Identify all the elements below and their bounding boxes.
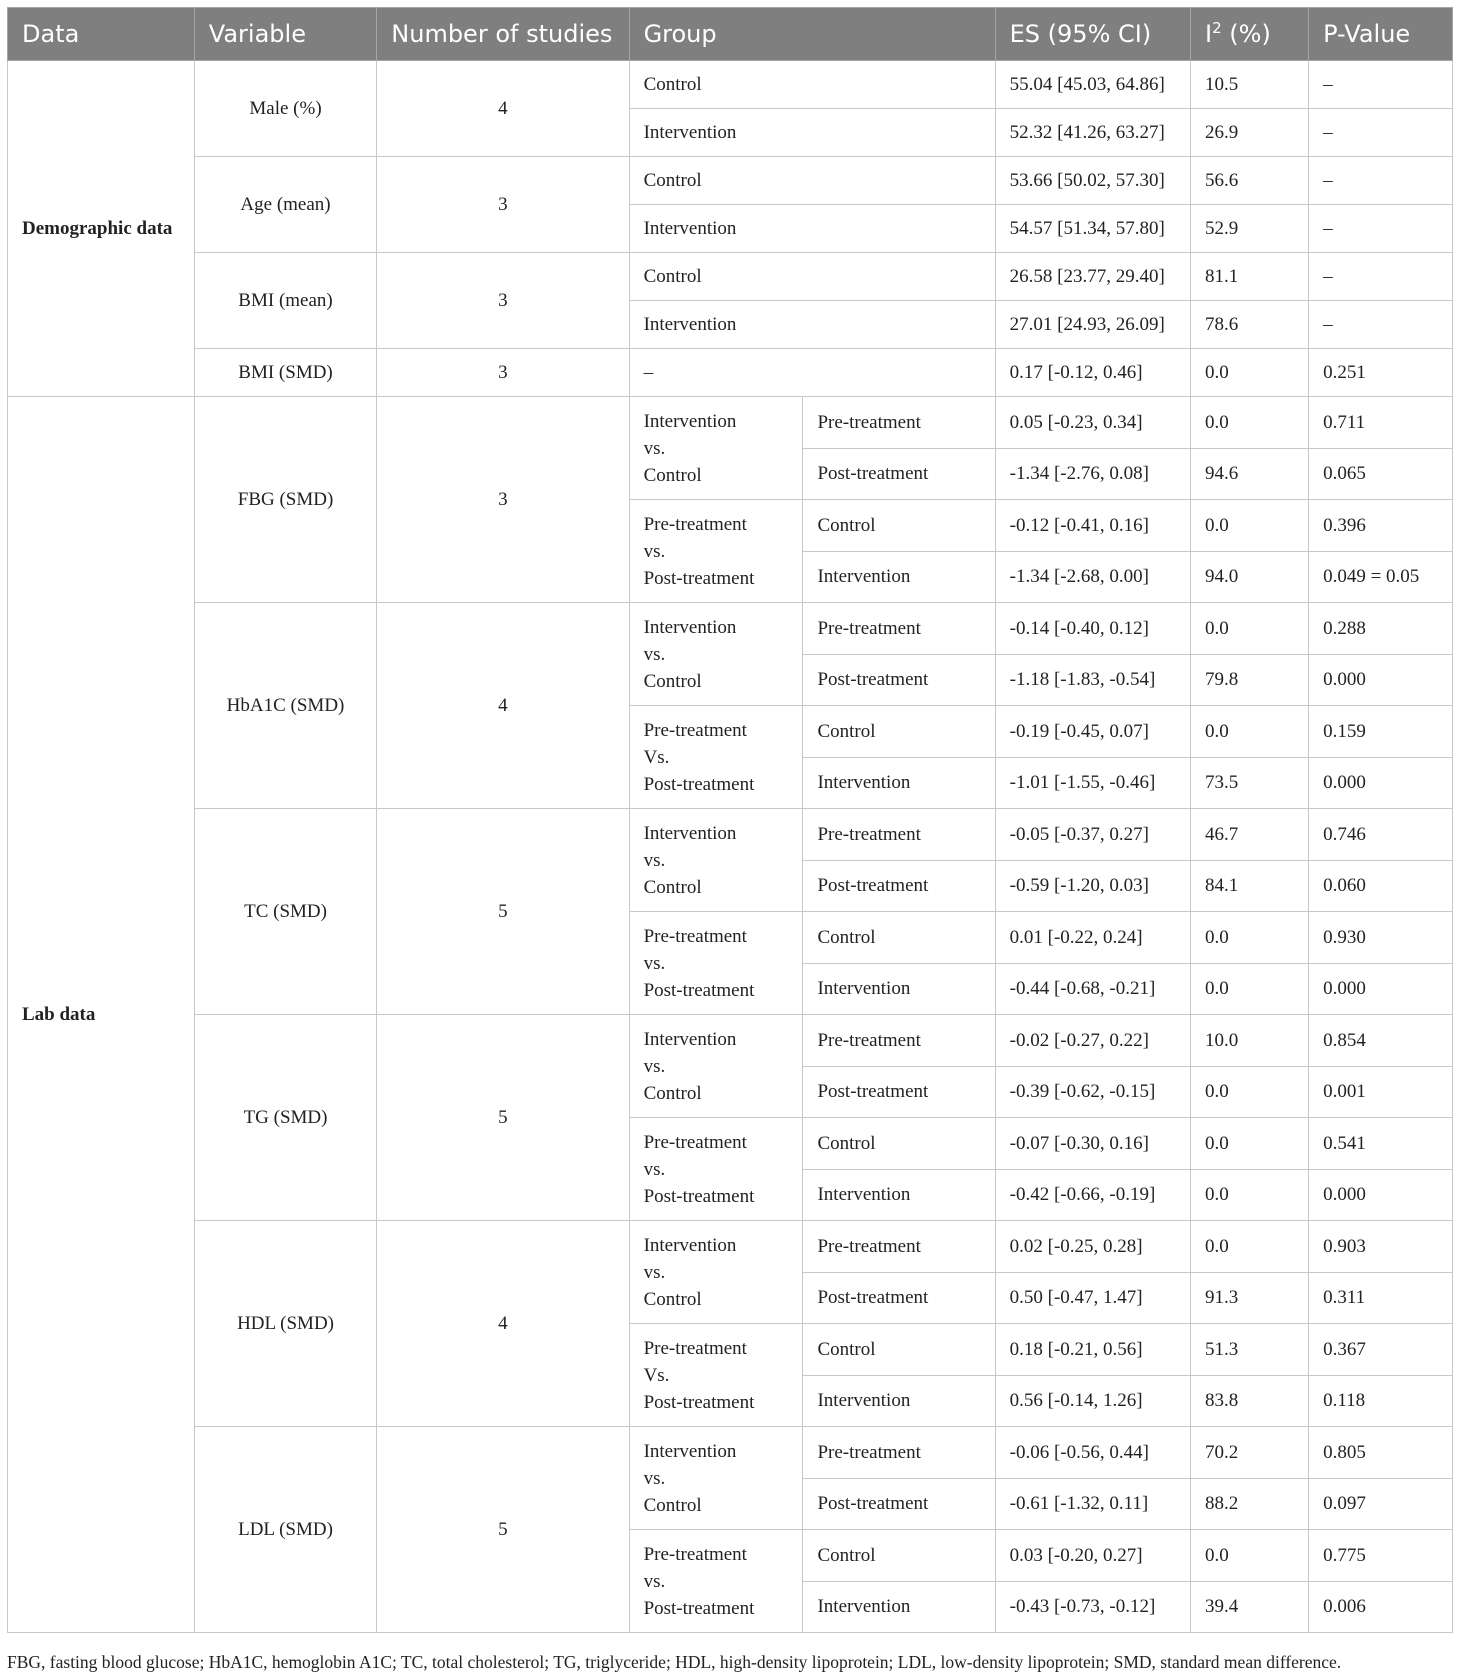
header-p-value: P-Value <box>1309 8 1453 61</box>
study-count-cell: 5 <box>377 1427 629 1633</box>
i2-cell: 94.6 <box>1191 448 1309 500</box>
i2-cell: 0.0 <box>1191 349 1309 397</box>
p-value-cell: 0.930 <box>1309 912 1453 964</box>
p-value-cell: 0.288 <box>1309 603 1453 655</box>
variable-cell: Age (mean) <box>194 157 377 253</box>
p-value-cell: 0.000 <box>1309 963 1453 1015</box>
variable-cell: HbA1C (SMD) <box>194 603 377 809</box>
i2-cell: 88.2 <box>1191 1478 1309 1530</box>
group-cell: Control <box>629 61 995 109</box>
section-label-demographic: Demographic data <box>8 61 195 397</box>
es-cell: -0.42 [-0.66, -0.19] <box>995 1169 1190 1221</box>
p-value-cell: 0.065 <box>1309 448 1453 500</box>
es-cell: -1.01 [-1.55, -0.46] <box>995 757 1190 809</box>
study-count-cell: 4 <box>377 603 629 809</box>
comparison-cell: Pre-treatment Vs. Post-treatment <box>629 1324 803 1427</box>
header-variable: Variable <box>194 8 377 61</box>
es-cell: 0.17 [-0.12, 0.46] <box>995 349 1190 397</box>
table-row <box>8 603 1453 655</box>
subgroup-cell: Intervention <box>803 1581 995 1633</box>
p-value-cell: 0.711 <box>1309 397 1453 449</box>
p-value-cell: 0.311 <box>1309 1272 1453 1324</box>
variable-cell: LDL (SMD) <box>194 1427 377 1633</box>
variable-cell: BMI (mean) <box>194 253 377 349</box>
es-cell: 0.02 [-0.25, 0.28] <box>995 1221 1190 1273</box>
comparison-cell: Pre-treatment vs. Post-treatment <box>629 912 803 1015</box>
p-value-cell: 0.049 = 0.05 <box>1309 551 1453 603</box>
i2-cell: 52.9 <box>1191 205 1309 253</box>
table-row <box>8 349 1453 397</box>
es-cell: -0.39 [-0.62, -0.15] <box>995 1066 1190 1118</box>
es-cell: -1.34 [-2.68, 0.00] <box>995 551 1190 603</box>
subgroup-cell: Post-treatment <box>803 860 995 912</box>
p-value-cell: 0.541 <box>1309 1118 1453 1170</box>
subgroup-cell: Post-treatment <box>803 1066 995 1118</box>
study-count-cell: 3 <box>377 157 629 253</box>
subgroup-cell: Control <box>803 1118 995 1170</box>
table-row <box>8 1427 1453 1479</box>
es-cell: 0.18 [-0.21, 0.56] <box>995 1324 1190 1376</box>
p-value-cell: 0.118 <box>1309 1375 1453 1427</box>
p-value-cell: – <box>1309 61 1453 109</box>
i2-cell: 0.0 <box>1191 1066 1309 1118</box>
es-cell: -1.34 [-2.76, 0.08] <box>995 448 1190 500</box>
i2-cell: 0.0 <box>1191 1530 1309 1582</box>
table-row <box>8 1015 1453 1067</box>
study-count-cell: 3 <box>377 397 629 603</box>
group-cell: Intervention <box>629 301 995 349</box>
subgroup-cell: Pre-treatment <box>803 397 995 449</box>
study-count-cell: 4 <box>377 1221 629 1427</box>
comparison-cell: Intervention vs. Control <box>629 603 803 706</box>
p-value-cell: 0.396 <box>1309 500 1453 552</box>
p-value-cell: 0.000 <box>1309 654 1453 706</box>
subgroup-cell: Control <box>803 500 995 552</box>
header-es: ES (95% CI) <box>995 8 1190 61</box>
p-value-cell: 0.159 <box>1309 706 1453 758</box>
es-cell: -0.43 [-0.73, -0.12] <box>995 1581 1190 1633</box>
p-value-cell: 0.746 <box>1309 809 1453 861</box>
p-value-cell: 0.775 <box>1309 1530 1453 1582</box>
i2-cell: 0.0 <box>1191 912 1309 964</box>
table-row <box>8 253 1453 301</box>
group-cell: – <box>629 349 995 397</box>
p-value-cell: 0.854 <box>1309 1015 1453 1067</box>
subgroup-cell: Intervention <box>803 1375 995 1427</box>
subgroup-cell: Post-treatment <box>803 654 995 706</box>
es-cell: -0.44 [-0.68, -0.21] <box>995 963 1190 1015</box>
i2-cell: 84.1 <box>1191 860 1309 912</box>
subgroup-cell: Post-treatment <box>803 1272 995 1324</box>
study-count-cell: 3 <box>377 349 629 397</box>
es-cell: -0.14 [-0.40, 0.12] <box>995 603 1190 655</box>
variable-cell: TC (SMD) <box>194 809 377 1015</box>
header-i2-base: I <box>1205 20 1213 48</box>
subgroup-cell: Intervention <box>803 963 995 1015</box>
p-value-cell: 0.001 <box>1309 1066 1453 1118</box>
i2-cell: 10.0 <box>1191 1015 1309 1067</box>
comparison-cell: Intervention vs. Control <box>629 809 803 912</box>
es-cell: 52.32 [41.26, 63.27] <box>995 109 1190 157</box>
p-value-cell: – <box>1309 109 1453 157</box>
header-number-of-studies: Number of studies <box>377 8 629 61</box>
header-i2-suffix: (%) <box>1221 20 1271 48</box>
section-label-lab: Lab data <box>8 397 195 1633</box>
group-cell: Control <box>629 157 995 205</box>
comparison-cell: Intervention vs. Control <box>629 1427 803 1530</box>
es-cell: -0.02 [-0.27, 0.22] <box>995 1015 1190 1067</box>
subgroup-cell: Control <box>803 1324 995 1376</box>
group-cell: Control <box>629 253 995 301</box>
es-cell: 27.01 [24.93, 26.09] <box>995 301 1190 349</box>
comparison-cell: Intervention vs. Control <box>629 1015 803 1118</box>
i2-cell: 10.5 <box>1191 61 1309 109</box>
p-value-cell: 0.006 <box>1309 1581 1453 1633</box>
variable-cell: BMI (SMD) <box>194 349 377 397</box>
es-cell: -0.07 [-0.30, 0.16] <box>995 1118 1190 1170</box>
i2-cell: 0.0 <box>1191 397 1309 449</box>
p-value-cell: 0.060 <box>1309 860 1453 912</box>
i2-cell: 70.2 <box>1191 1427 1309 1479</box>
subgroup-cell: Control <box>803 912 995 964</box>
p-value-cell: 0.805 <box>1309 1427 1453 1479</box>
i2-cell: 0.0 <box>1191 1118 1309 1170</box>
comparison-cell: Pre-treatment vs. Post-treatment <box>629 1118 803 1221</box>
subgroup-cell: Post-treatment <box>803 448 995 500</box>
es-cell: 0.50 [-0.47, 1.47] <box>995 1272 1190 1324</box>
es-cell: 55.04 [45.03, 64.86] <box>995 61 1190 109</box>
p-value-cell: 0.367 <box>1309 1324 1453 1376</box>
i2-cell: 91.3 <box>1191 1272 1309 1324</box>
es-cell: 0.56 [-0.14, 1.26] <box>995 1375 1190 1427</box>
comparison-cell: Intervention vs. Control <box>629 1221 803 1324</box>
study-count-cell: 4 <box>377 61 629 157</box>
i2-cell: 0.0 <box>1191 603 1309 655</box>
variable-cell: TG (SMD) <box>194 1015 377 1221</box>
p-value-cell: 0.903 <box>1309 1221 1453 1273</box>
p-value-cell: – <box>1309 205 1453 253</box>
p-value-cell: – <box>1309 253 1453 301</box>
i2-cell: 46.7 <box>1191 809 1309 861</box>
subgroup-cell: Pre-treatment <box>803 1221 995 1273</box>
group-cell: Intervention <box>629 205 995 253</box>
table-row <box>8 61 1453 109</box>
comparison-cell: Pre-treatment vs. Post-treatment <box>629 500 803 603</box>
subgroup-cell: Control <box>803 706 995 758</box>
p-value-cell: 0.097 <box>1309 1478 1453 1530</box>
i2-cell: 73.5 <box>1191 757 1309 809</box>
subgroup-cell: Intervention <box>803 1169 995 1221</box>
variable-cell: HDL (SMD) <box>194 1221 377 1427</box>
p-value-cell: – <box>1309 301 1453 349</box>
es-cell: -0.61 [-1.32, 0.11] <box>995 1478 1190 1530</box>
table-row <box>8 157 1453 205</box>
i2-cell: 0.0 <box>1191 500 1309 552</box>
study-count-cell: 5 <box>377 1015 629 1221</box>
subgroup-cell: Pre-treatment <box>803 1015 995 1067</box>
es-cell: 53.66 [50.02, 57.30] <box>995 157 1190 205</box>
i2-cell: 0.0 <box>1191 1169 1309 1221</box>
comparison-cell: Intervention vs. Control <box>629 397 803 500</box>
header-i2-superscript: 2 <box>1212 19 1222 37</box>
header-i2 <box>1191 8 1309 61</box>
p-value-cell: 0.251 <box>1309 349 1453 397</box>
p-value-cell: 0.000 <box>1309 757 1453 809</box>
variable-cell: Male (%) <box>194 61 377 157</box>
study-count-cell: 5 <box>377 809 629 1015</box>
i2-cell: 94.0 <box>1191 551 1309 603</box>
es-cell: 0.03 [-0.20, 0.27] <box>995 1530 1190 1582</box>
i2-cell: 81.1 <box>1191 253 1309 301</box>
es-cell: -0.06 [-0.56, 0.44] <box>995 1427 1190 1479</box>
i2-cell: 79.8 <box>1191 654 1309 706</box>
subgroup-cell: Intervention <box>803 757 995 809</box>
comparison-cell: Pre-treatment vs. Post-treatment <box>629 1530 803 1633</box>
es-cell: 0.05 [-0.23, 0.34] <box>995 397 1190 449</box>
subgroup-cell: Pre-treatment <box>803 809 995 861</box>
i2-cell: 0.0 <box>1191 963 1309 1015</box>
table-row <box>8 809 1453 861</box>
i2-cell: 0.0 <box>1191 1221 1309 1273</box>
table-row <box>8 1221 1453 1273</box>
subgroup-cell: Post-treatment <box>803 1478 995 1530</box>
es-cell: -0.59 [-1.20, 0.03] <box>995 860 1190 912</box>
group-cell: Intervention <box>629 109 995 157</box>
i2-cell: 39.4 <box>1191 1581 1309 1633</box>
study-count-cell: 3 <box>377 253 629 349</box>
i2-cell: 83.8 <box>1191 1375 1309 1427</box>
es-cell: -0.19 [-0.45, 0.07] <box>995 706 1190 758</box>
comparison-cell: Pre-treatment Vs. Post-treatment <box>629 706 803 809</box>
header-row <box>8 8 1453 61</box>
es-cell: -0.12 [-0.41, 0.16] <box>995 500 1190 552</box>
subgroup-cell: Control <box>803 1530 995 1582</box>
p-value-cell: 0.000 <box>1309 1169 1453 1221</box>
subgroup-cell: Intervention <box>803 551 995 603</box>
table-row <box>8 397 1453 449</box>
es-cell: 26.58 [23.77, 29.40] <box>995 253 1190 301</box>
i2-cell: 78.6 <box>1191 301 1309 349</box>
header-data: Data <box>8 8 195 61</box>
i2-cell: 0.0 <box>1191 706 1309 758</box>
es-cell: -0.05 [-0.37, 0.27] <box>995 809 1190 861</box>
i2-cell: 51.3 <box>1191 1324 1309 1376</box>
i2-cell: 26.9 <box>1191 109 1309 157</box>
header-group: Group <box>629 8 995 61</box>
i2-cell: 56.6 <box>1191 157 1309 205</box>
table-footnote: FBG, fasting blood glucose; HbA1C, hemoglobin A1C; TC, total cholesterol; TG, triglyceride; HDL, high-density lipoprotein; LDL, low-density lipoprotein; SMD, standard mean difference. <box>7 1652 1342 1672</box>
subgroup-cell: Pre-treatment <box>803 1427 995 1479</box>
subgroup-cell: Pre-treatment <box>803 603 995 655</box>
es-cell: -1.18 [-1.83, -0.54] <box>995 654 1190 706</box>
results-table-container <box>7 7 1453 1633</box>
es-cell: 0.01 [-0.22, 0.24] <box>995 912 1190 964</box>
results-table <box>7 7 1453 1633</box>
variable-cell: FBG (SMD) <box>194 397 377 603</box>
es-cell: 54.57 [51.34, 57.80] <box>995 205 1190 253</box>
p-value-cell: – <box>1309 157 1453 205</box>
